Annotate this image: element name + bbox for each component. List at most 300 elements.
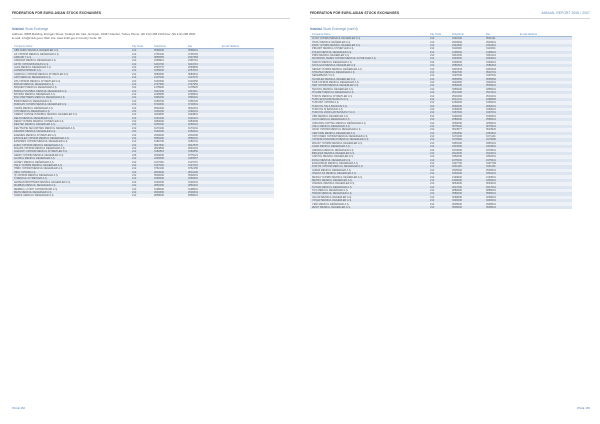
table-cell: 212	[430, 142, 452, 145]
table-cell: 3331001	[486, 172, 520, 175]
table-cell: 3494800	[154, 113, 188, 116]
page-number: PAGE 183	[576, 406, 590, 410]
table-cell: 3331000	[452, 172, 486, 175]
table-cell: 3550000	[452, 84, 486, 87]
table-cell: AKDENİZ MENKUL DEĞERLER A.Ş.	[12, 59, 132, 62]
table-cell: 2747951	[188, 83, 222, 86]
page-number: PAGE 182	[12, 406, 26, 410]
table-cell: 3197700	[452, 162, 486, 165]
table-cell: 212	[430, 165, 452, 168]
table-cell: YENİ MENKUL DEĞERLER A.Ş.	[310, 202, 430, 205]
table-cell: 3365101	[486, 142, 520, 145]
section-title-bold: Istanbul	[310, 27, 323, 31]
table-cell: YAPI KREDİ YATIRIM MENKUL DEĞERLER A.Ş.	[310, 135, 430, 138]
table-cell: 3352000	[452, 155, 486, 158]
column-header: E-mail Address	[520, 32, 572, 37]
table-cell: 212	[430, 206, 452, 209]
table-cell: 3494000	[452, 57, 486, 60]
table-cell: 212	[430, 67, 452, 70]
table-cell: ECZACIBAŞI MENKUL DEĞERLER A.Ş.	[310, 162, 430, 165]
table-cell: TÜRK EKONOMİ BANKASI A.Ş.	[310, 98, 430, 101]
table-cell: 3556200	[154, 137, 188, 140]
table-cell: 2127070	[188, 76, 222, 79]
table-cell: 3446001	[486, 199, 520, 202]
table-cell: 3260500	[154, 177, 188, 180]
table-cell: 2580500	[452, 118, 486, 121]
table-cell: 2880000	[452, 189, 486, 192]
table-cell: 3505000	[452, 206, 486, 209]
table-cell: 212	[132, 96, 154, 99]
table-cell: 212	[430, 145, 452, 148]
table-cell: 2910001	[486, 152, 520, 155]
table-cell: AKBANK T.A.Ş.	[12, 56, 132, 59]
column-header: City Code	[430, 32, 452, 37]
table-cell: ALTERNATİFBANK A.Ş.	[12, 69, 132, 72]
table-cell: 3511191	[486, 37, 520, 41]
table-cell: GİZEM MENKUL DEĞERLER A.Ş.	[310, 169, 430, 172]
table-cell: 212	[430, 192, 452, 195]
table-cell: 212	[132, 177, 154, 180]
table-cell: 2868000	[154, 194, 188, 197]
table-cell: EKSPRES YATIRIM MENKUL DEĞERLER A.Ş.	[12, 140, 132, 143]
table-cell: 2810000	[154, 171, 188, 174]
table-cell: HALK YATIRIM MENKUL DEĞERLER A.Ş.	[12, 164, 132, 167]
table-cell: 3664000	[452, 182, 486, 185]
report-title: ANNUAL REPORT 2006 / 2007	[541, 11, 590, 15]
table-cell: 212	[132, 184, 154, 187]
table-cell: 3470001	[486, 148, 520, 151]
table-cell: TACİRLER MENKUL DEĞERLER A.Ş.	[310, 78, 430, 81]
table-cell: 2931000	[188, 133, 222, 136]
table-cell: 212	[132, 150, 154, 153]
table-cell: 2513101	[486, 91, 520, 94]
table-cell: 312	[132, 86, 154, 89]
table-cell: TİCARET MENKUL DEĞERLER A.Ş.	[310, 91, 430, 94]
table-cell: 3494801	[188, 113, 222, 116]
table-cell: AKTİF YATIRIM BANKASI A.Ş.	[12, 63, 132, 66]
table-cell: 3101500	[154, 79, 188, 82]
table-cell: UBS MENKUL DEĞERLER A.Ş.	[310, 115, 430, 118]
table-cell: 4178925	[188, 86, 222, 89]
table-cell: 2516200	[452, 94, 486, 97]
table-cell: 212	[132, 147, 154, 150]
table-cell: 3192000	[452, 115, 486, 118]
table-cell: 3446000	[452, 199, 486, 202]
table-cell: 3441900	[154, 90, 188, 93]
table-cell: 2930000	[154, 133, 188, 136]
table-cell: 3191001	[188, 110, 222, 113]
table-cell: 2127000	[154, 76, 188, 79]
table-cell: 212	[430, 115, 452, 118]
table-cell: TOROS MENKUL KIYMETLER A.Ş.	[310, 94, 430, 97]
table-cell: 212	[430, 162, 452, 165]
table-cell: 3404715	[188, 63, 222, 66]
table-cell: 3484099	[188, 120, 222, 123]
table-cell: DESTEK MENKUL DEĞERLER A.Ş.	[12, 123, 132, 126]
table-cell: UNİCORN CAPITAL MENKUL DEĞERLER A.Ş.	[310, 121, 430, 124]
table-cell: 212	[430, 91, 452, 94]
column-header: Company Name	[12, 44, 132, 49]
table-cell: ZİRAAT YATIRIM MENKUL DEĞERLER A.Ş.	[310, 142, 430, 145]
table-cell: 212	[132, 106, 154, 109]
table-cell: 2299901	[188, 93, 222, 96]
table-cell: 3470000	[452, 148, 486, 151]
table-cell: DELTA MENKUL DEĞERLER A.Ş.	[12, 117, 132, 120]
table-cell: 2892001	[486, 105, 520, 108]
table-cell: 3356000	[452, 88, 486, 91]
table-cell: 3152000	[154, 130, 188, 133]
table-cell: 3484000	[154, 120, 188, 123]
table-cell: METRO MENKUL DEĞERLER A.Ş.	[310, 179, 430, 182]
company-table-left	[12, 44, 274, 198]
table-cell: 212	[132, 127, 154, 130]
table-cell: 3718301	[188, 103, 222, 106]
table-cell: 212	[430, 61, 452, 64]
table-cell: 212	[132, 79, 154, 82]
table-cell: BORSA İSTANBUL MENKUL DEĞERLER A.Ş.	[12, 90, 132, 93]
table-cell: 3775121	[188, 154, 222, 157]
table-cell: 212	[430, 111, 452, 114]
section-title	[310, 27, 358, 31]
column-header: E-mail Address	[222, 44, 274, 49]
table-cell: DİNAMİK MENKUL DEĞERLER A.Ş.	[12, 130, 132, 133]
table-cell: 2196001	[486, 51, 520, 54]
table-cell: 212	[132, 66, 154, 69]
table-row	[310, 206, 572, 209]
table-cell: TEKSTİL MENKUL DEĞERLER A.Ş.	[310, 88, 430, 91]
table-cell: 2490001	[486, 61, 520, 64]
table-cell: BAŞKENT MENKUL DEĞERLER A.Ş.	[12, 86, 132, 89]
section-title-rest: Stock Exchange	[24, 27, 49, 31]
table-cell: 2593800	[188, 66, 222, 69]
running-header: FEDERATION FOR EURO-ASIAN STOCK EXCHANGES	[310, 11, 400, 15]
table-cell: 212	[132, 133, 154, 136]
table-cell: 212	[430, 44, 452, 47]
table-cell: İNFO YATIRIM A.Ş.	[12, 171, 132, 174]
table-cell: 3171000	[452, 135, 486, 138]
table-cell: ABN AMRO MENKUL DEĞERLER A.Ş.	[12, 49, 132, 53]
table-cell: 3197001	[486, 74, 520, 77]
table-cell: 212	[430, 98, 452, 101]
table-cell	[222, 194, 274, 197]
table-cell: TEB YATIRIM MENKUL DEĞERLER A.Ş.	[310, 84, 430, 87]
table-cell: 2705100	[154, 52, 188, 55]
table-cell: 212	[132, 110, 154, 113]
table-cell: 3192001	[486, 115, 520, 118]
table-cell: 3265201	[188, 123, 222, 126]
column-header: City Code	[132, 44, 154, 49]
table-cell: 3180700	[154, 140, 188, 143]
table-cell: 3170100	[154, 127, 188, 130]
table-cell: 3556201	[188, 137, 222, 140]
table-cell: 2697383	[188, 56, 222, 59]
table-cell: 4178900	[154, 86, 188, 89]
table-cell: 3580001	[486, 192, 520, 195]
table-cell: 4530000	[154, 154, 188, 157]
table-cell: 3155000	[154, 69, 188, 72]
table-cell: 2300000	[452, 179, 486, 182]
table-cell: CAMİŞ MENKUL DEĞERLER A.Ş.	[12, 106, 132, 109]
section-title-rest: Stock Exchange (cont'd)	[322, 27, 358, 31]
table-cell: 3260501	[188, 177, 222, 180]
table-cell: 2441800	[452, 44, 486, 47]
table-cell: 212	[132, 160, 154, 163]
table-cell: 3396400	[154, 96, 188, 99]
table-cell: 3197799	[486, 162, 520, 165]
table-cell: 2880001	[486, 189, 520, 192]
table-cell: 3159720	[188, 100, 222, 103]
table-cell: 3250001	[486, 121, 520, 124]
table-cell: 212	[132, 52, 154, 55]
table-cell: 3502401	[188, 106, 222, 109]
table-cell: 2823800	[154, 147, 188, 150]
table-cell: 2905000	[452, 202, 486, 205]
table-cell: 3683300	[154, 73, 188, 76]
section-title	[12, 27, 48, 31]
table-cell: 3198601	[188, 187, 222, 190]
table-cell: 3440601	[486, 81, 520, 84]
table-cell: 3401101	[486, 165, 520, 168]
table-cell: GARANTİ YATIRIM MENKUL KIYMETLER A.Ş.	[12, 150, 132, 153]
table-cell: 212	[430, 51, 452, 54]
table-cell: 3110000	[452, 47, 486, 50]
table-cell: 3547800	[154, 144, 188, 147]
table-cell: GÜNEY MENKUL DEĞERLER A.Ş.	[12, 160, 132, 163]
table-cell: 212	[430, 172, 452, 175]
table-cell: 3555556	[486, 78, 520, 81]
address-line-2: E-mail: info@imkb.gov.tr Web site: www.imkb.gov.tr Country Code: 90	[12, 36, 102, 40]
table-cell: 3762100	[154, 167, 188, 170]
table-cell: 212	[430, 47, 452, 50]
table-cell: PARK YATIRIM MENKUL DEĞERLER A.Ş.	[310, 44, 430, 47]
table-cell: BAYRAK MENKUL DEĞERLER A.Ş.	[12, 93, 132, 96]
table-cell: 3401100	[452, 165, 486, 168]
table-cell: 3505001	[486, 206, 520, 209]
table-cell: 2580501	[486, 118, 520, 121]
table-cell: 212	[430, 71, 452, 74]
table-cell: FORTİS YATIRIM MENKUL DEĞERLER A.Ş.	[310, 165, 430, 168]
table-cell: 3150001	[486, 101, 520, 104]
table-cell: 3269001	[486, 196, 520, 199]
table-cell: 2490000	[452, 61, 486, 64]
table-cell: 212	[430, 101, 452, 104]
table-cell: 3181818	[154, 150, 188, 153]
table-cell: STRATEJİ MENKUL DEĞERLER A.Ş.	[310, 71, 430, 74]
table-cell: 2860400	[154, 184, 188, 187]
table-cell: 212	[430, 135, 452, 138]
table-cell: 3596000	[154, 49, 188, 53]
table-cell: 2525001	[486, 169, 520, 172]
table-cell: 212	[132, 140, 154, 143]
table-cell: ALFA MENKUL DEĞERLER A.Ş.	[12, 66, 132, 69]
table-cell: 2917001	[486, 186, 520, 189]
table-cell: ATA YATIRIM MENKUL KIYMETLER A.Ş.	[12, 79, 132, 82]
table-cell: 212	[132, 69, 154, 72]
table-cell: 212	[132, 93, 154, 96]
table-cell: 3101221	[188, 117, 222, 120]
table-cell: 3718300	[154, 103, 188, 106]
table-cell: 212	[132, 120, 154, 123]
table-cell: 212	[430, 128, 452, 131]
table-cell: 216	[132, 154, 154, 157]
table-cell: 212	[132, 49, 154, 53]
table-cell: 3176990	[486, 138, 520, 141]
table-cell: 3198600	[154, 187, 188, 190]
table-cell: 212	[132, 130, 154, 133]
table-cell: 212	[430, 54, 452, 57]
column-header: Fax	[486, 32, 520, 37]
table-cell: POLEN MENKUL DEĞERLER A.Ş.	[310, 51, 430, 54]
table-cell: 3352001	[486, 155, 520, 158]
table-cell: DEUTSCHE SECURITIES MENKUL DEĞERLER A.Ş.	[12, 127, 132, 130]
table-cell: 2810100	[188, 171, 222, 174]
table-cell: 212	[430, 84, 452, 87]
table-cell: 212	[430, 57, 452, 60]
table-cell: VENTURE MENKUL DEĞERLER A.Ş.	[310, 132, 430, 135]
table-cell: 2747950	[154, 83, 188, 86]
table-cell: 3855555	[154, 56, 188, 59]
section-title-bold: Istanbul	[12, 27, 25, 31]
table-cell: VAKIF YATIRIM MENKUL DEĞERLER A.Ş.	[310, 128, 430, 131]
table-cell: 3502400	[154, 106, 188, 109]
table-cell: 3523577	[452, 128, 486, 131]
table-cell: BAHAR MENKUL DEĞERLER A.Ş.	[12, 83, 132, 86]
table-cell: 212	[132, 59, 154, 62]
table-cell: 212	[430, 155, 452, 158]
table-cell: OSMANLI MENKUL DEĞERLER A.Ş.	[310, 182, 430, 185]
table-cell: FİNANS YATIRIM MENKUL DEĞERLER A.Ş.	[12, 147, 132, 150]
table-cell: 212	[132, 181, 154, 184]
table-cell: BİZİM MENKUL DEĞERLER A.Ş.	[12, 100, 132, 103]
table-cell: 2705154	[188, 52, 222, 55]
table-cell: 3170101	[188, 127, 222, 130]
company-table-right	[310, 32, 572, 209]
table-cell: 212	[430, 81, 452, 84]
table-cell: META MENKUL DEĞERLER A.Ş.	[12, 191, 132, 194]
table-cell: TAİB YATIRIM MENKUL DEĞERLER A.Ş.	[310, 81, 430, 84]
table-cell: 3159700	[154, 100, 188, 103]
table-cell: 2905001	[486, 202, 520, 205]
table-cell: LEHMAN BROTHERS MENKUL DEĞERLER A.Ş.	[12, 181, 132, 184]
table-cell: 3341000	[452, 54, 486, 57]
table-cell: 3540700	[452, 71, 486, 74]
table-cell: 2441801	[486, 44, 520, 47]
table-cell: 212	[430, 189, 452, 192]
table-cell: 2475000	[452, 159, 486, 162]
table-cell	[520, 206, 572, 209]
table-cell: 212	[430, 148, 452, 151]
table-cell: EURO YATIRIM MENKUL DEĞERLER A.Ş.	[12, 144, 132, 147]
table-cell: 2499696	[486, 98, 520, 101]
table-cell: SAYILGAN MENKUL DEĞERLER A.Ş.	[310, 64, 430, 67]
table-cell: 2117070	[188, 160, 222, 163]
table-cell: 2465710	[188, 59, 222, 62]
column-header: Fax	[188, 44, 222, 49]
table-cell: ACAR MENKUL DEĞERLER A.Ş.	[310, 145, 430, 148]
table-cell: 212	[132, 73, 154, 76]
table-cell: 2445567	[188, 157, 222, 160]
table-cell: 212	[132, 157, 154, 160]
table-cell: 212	[430, 169, 452, 172]
table-cell: RAYMOND JAMES YATIRIM MENKUL KIYMETLER A.Ş.	[310, 57, 430, 60]
table-cell: 3110001	[486, 47, 520, 50]
table-cell: 2900301	[188, 191, 222, 194]
table-cell: 2324500	[452, 145, 486, 148]
table-cell: 3365100	[452, 142, 486, 145]
table-cell: 212	[132, 144, 154, 147]
table-cell: EKİNCİLER YATIRIM MENKUL DEĞERLER A.Ş.	[12, 137, 132, 140]
table-cell: 3580000	[452, 192, 486, 195]
column-header: Company Name	[310, 32, 430, 37]
table-cell: 3101000	[154, 181, 188, 184]
table-cell: 212	[430, 182, 452, 185]
table-cell: 2475001	[486, 159, 520, 162]
table-cell: 212	[430, 108, 452, 111]
table-cell: TÜRKİYE HALK BANKASI A.Ş.	[310, 105, 430, 108]
table-cell: 3596001	[188, 49, 222, 53]
table-cell: CREDIT SUISSE İSTANBUL MENKUL DEĞERLER A.Ş.	[12, 113, 132, 116]
table-cell: TAÇ MENKUL DEĞERLER A.Ş.	[310, 189, 430, 192]
table-cell: 3250000	[452, 121, 486, 124]
table-cell: 2451800	[452, 132, 486, 135]
table-cell: 3160001	[486, 108, 520, 111]
address-line-1: Address: IMKB Building, Emirgan Street, Tarabya Altı Cad., Emirgan, 34467 Istanbul, Turkey Phone: (90 212) 298 2100 Fax: (90 212) 298 2500	[12, 32, 196, 36]
table-cell: 3265200	[154, 123, 188, 126]
table-cell: 212	[430, 138, 452, 141]
table-cell: YAŞAR MENKUL DEĞERLER A.Ş.	[310, 199, 430, 202]
table-cell: 2193001	[486, 175, 520, 178]
table-cell: 212	[430, 37, 452, 41]
table-cell: 212	[430, 202, 452, 205]
table-cell: 212	[430, 40, 452, 43]
table-cell: 2117000	[154, 160, 188, 163]
table-cell: 3191200	[452, 37, 486, 41]
table-cell: 2257615	[188, 69, 222, 72]
table-cell: 212	[430, 199, 452, 202]
table-cell: 3101200	[154, 117, 188, 120]
table-cell: 3269000	[452, 196, 486, 199]
table-cell: 3150000	[452, 101, 486, 104]
table-cell: 3441911	[188, 90, 222, 93]
table-cell: 212	[132, 103, 154, 106]
table-cell: 3147000	[154, 164, 188, 167]
table-cell: 2513100	[452, 91, 486, 94]
table-cell: 3167000	[452, 111, 486, 114]
table-cell: 212	[132, 137, 154, 140]
table-cell: CAPITAL MENKUL DEĞERLER A.Ş.	[310, 155, 430, 158]
table-cell: 212	[430, 121, 452, 124]
table-cell: 212	[132, 174, 154, 177]
table-cell: 2910000	[452, 152, 486, 155]
table-cell: 3341001	[486, 54, 520, 57]
table-cell: 3160000	[452, 108, 486, 111]
table-cell: 3523620	[486, 128, 520, 131]
table-cell: 212	[430, 196, 452, 199]
column-header: Telephone	[452, 32, 486, 37]
table-cell: 3550001	[486, 84, 520, 87]
table-cell: NUROL MENKUL DEĞERLER A.Ş.	[12, 194, 132, 197]
column-header: Telephone	[154, 44, 188, 49]
table-cell: 3683301	[188, 73, 222, 76]
table-cell: 212	[132, 76, 154, 79]
table-cell: 3396401	[188, 96, 222, 99]
table-cell: 3181850	[188, 150, 222, 153]
table-cell: 3502001	[188, 174, 222, 177]
table-cell: SEKER YATIRIM MENKUL DEĞERLER A.Ş.	[310, 67, 430, 70]
table-row	[12, 194, 274, 197]
table-cell: 3664001	[486, 182, 520, 185]
table-cell: ZENİT MENKUL DEĞERLER A.Ş.	[310, 206, 430, 209]
